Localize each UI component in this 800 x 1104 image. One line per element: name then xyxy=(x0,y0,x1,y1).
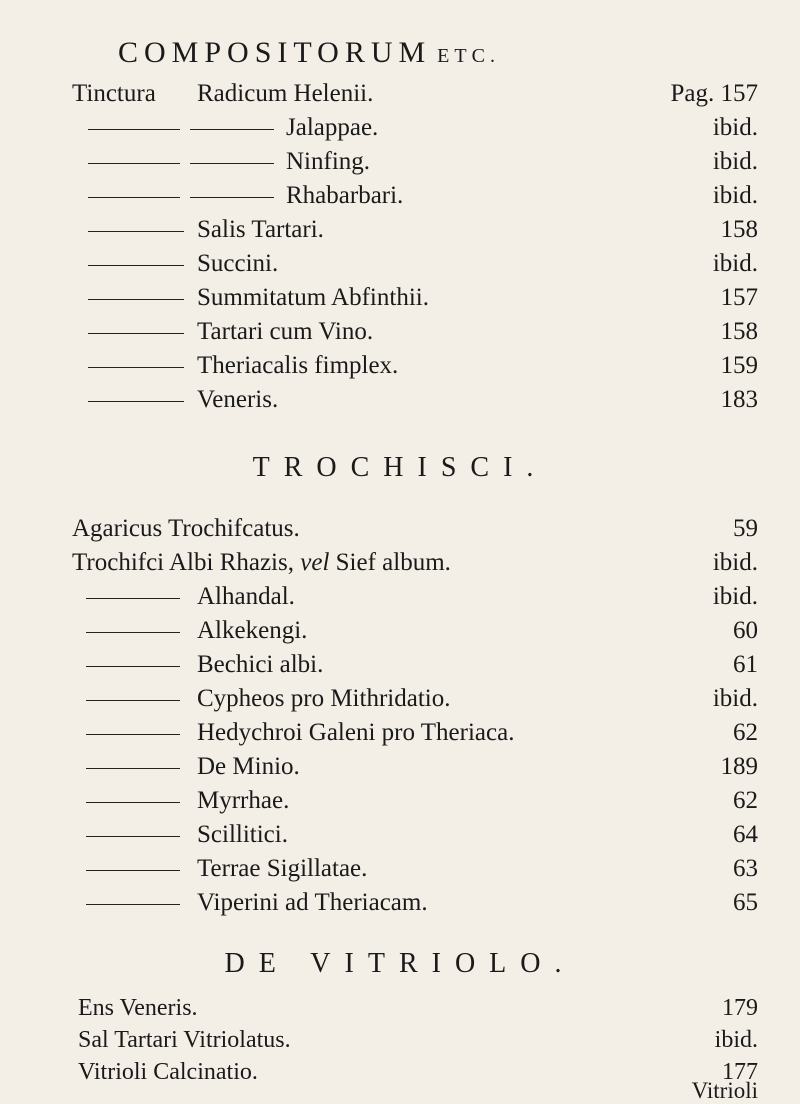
page-ref: Pag. 157 xyxy=(670,80,758,107)
entry-text: Bechici albi. xyxy=(197,651,324,678)
entry-text: De Minio. xyxy=(197,753,300,780)
ditto-dash xyxy=(86,598,180,599)
ditto-dash xyxy=(86,904,180,905)
page-ref: 179 xyxy=(722,995,758,1021)
page-ref: ibid. xyxy=(714,1027,758,1053)
index-row xyxy=(0,146,800,178)
entry-text: Viperini ad Theriacam. xyxy=(197,889,428,916)
index-row xyxy=(0,581,800,613)
index-row xyxy=(0,853,800,885)
entry-text: Agaricus Trochifcatus. xyxy=(72,515,300,542)
ditto-dash xyxy=(88,367,184,368)
entry-text: Alkekengi. xyxy=(197,617,308,644)
index-row xyxy=(0,1024,800,1056)
index-row xyxy=(0,1056,800,1088)
ditto-dash xyxy=(86,700,180,701)
entry-text: Terrae Sigillatae. xyxy=(197,855,368,882)
page-ref: 158 xyxy=(720,216,758,243)
index-row xyxy=(0,316,800,348)
entry-text: Summitatum Abfinthii. xyxy=(197,284,429,311)
entry-text: Alhandal. xyxy=(197,583,295,610)
entry-text: Tartari cum Vino. xyxy=(197,318,374,345)
running-head xyxy=(118,36,500,70)
ditto-dash xyxy=(88,231,184,232)
entry-text: Hedychroi Galeni pro Theriaca. xyxy=(197,719,515,746)
page-ref: 61 xyxy=(733,651,758,678)
page-ref: 183 xyxy=(720,386,758,413)
entry-text: Scillitici. xyxy=(197,821,288,848)
page-ref: 62 xyxy=(733,719,758,746)
entry-lead: Tinctura xyxy=(72,80,156,107)
ditto-dash xyxy=(88,197,180,198)
index-row xyxy=(0,785,800,817)
index-row xyxy=(0,384,800,416)
page-ref: 157 xyxy=(720,284,758,311)
pag-label: Pag. xyxy=(670,80,715,107)
entry-text: Rhabarbari. xyxy=(286,182,404,209)
entry-text: Sal Tartari Vitriolatus. xyxy=(78,1027,291,1053)
index-row xyxy=(0,214,800,246)
page-ref: 159 xyxy=(720,352,758,379)
page-ref: 63 xyxy=(733,855,758,882)
catchword: Vitrioli xyxy=(691,1078,758,1103)
index-row xyxy=(0,751,800,783)
ditto-dash xyxy=(88,401,184,402)
index-row xyxy=(0,615,800,647)
index-row xyxy=(0,547,800,579)
index-row xyxy=(0,112,800,144)
page-ref: ibid. xyxy=(712,583,758,610)
entry-text: Veneris. xyxy=(197,386,279,413)
ditto-dash xyxy=(88,163,180,164)
index-row xyxy=(0,282,800,314)
page-ref: ibid. xyxy=(712,250,758,277)
running-head-small: ETC. xyxy=(437,45,500,67)
ditto-dash xyxy=(190,163,274,164)
entry-text: Succini. xyxy=(197,250,279,277)
page-ref: ibid. xyxy=(712,148,758,175)
ditto-dash xyxy=(86,632,180,633)
ditto-dash xyxy=(88,333,184,334)
page-ref: 59 xyxy=(733,515,758,542)
index-row xyxy=(0,649,800,681)
ditto-dash xyxy=(88,265,184,266)
index-row xyxy=(0,887,800,919)
index-row xyxy=(0,683,800,715)
page-ref: 189 xyxy=(720,753,758,780)
entry-text: Salis Tartari. xyxy=(197,216,324,243)
running-head-main: COMPOSITORUM xyxy=(118,36,432,69)
page-ref: 158 xyxy=(720,318,758,345)
page-ref: ibid. xyxy=(712,549,758,576)
index-row xyxy=(0,248,800,280)
ditto-dash xyxy=(88,299,184,300)
ditto-dash xyxy=(88,129,180,130)
page-ref: ibid. xyxy=(712,685,758,712)
ditto-dash xyxy=(86,870,180,871)
page-ref: 177 xyxy=(722,1059,758,1085)
index-row xyxy=(0,350,800,382)
page-ref: 64 xyxy=(733,821,758,848)
ditto-dash xyxy=(190,197,274,198)
entry-text: Radicum Helenii. xyxy=(197,80,374,107)
index-row xyxy=(0,717,800,749)
entry-text: Trochifci Albi Rhazis, vel Sief album. xyxy=(72,549,451,576)
entry-text: Ninfing. xyxy=(286,148,371,175)
section-heading: TROCHISCI. xyxy=(252,452,548,483)
entry-text: Theriacalis fimplex. xyxy=(197,352,399,379)
page-ref: 65 xyxy=(733,889,758,916)
section-heading: DE VITRIOLO. xyxy=(224,948,576,979)
ditto-dash xyxy=(86,666,180,667)
index-row xyxy=(0,992,800,1024)
index-row xyxy=(0,180,800,212)
ditto-dash xyxy=(190,129,274,130)
index-row xyxy=(0,819,800,851)
entry-text: Ens Veneris. xyxy=(78,995,198,1021)
index-row xyxy=(0,513,800,545)
index-row xyxy=(0,78,800,110)
ditto-dash xyxy=(86,836,180,837)
entry-text: Cypheos pro Mithridatio. xyxy=(197,685,451,712)
entry-text: Jalappae. xyxy=(286,114,379,141)
page-ref: ibid. xyxy=(712,114,758,141)
page-ref: ibid. xyxy=(712,182,758,209)
entry-text: Myrrhae. xyxy=(197,787,290,814)
page-ref: 60 xyxy=(733,617,758,644)
entry-text: Vitrioli Calcinatio. xyxy=(78,1059,258,1085)
page-ref: 62 xyxy=(733,787,758,814)
ditto-dash xyxy=(86,734,180,735)
ditto-dash xyxy=(86,768,180,769)
ditto-dash xyxy=(86,802,180,803)
